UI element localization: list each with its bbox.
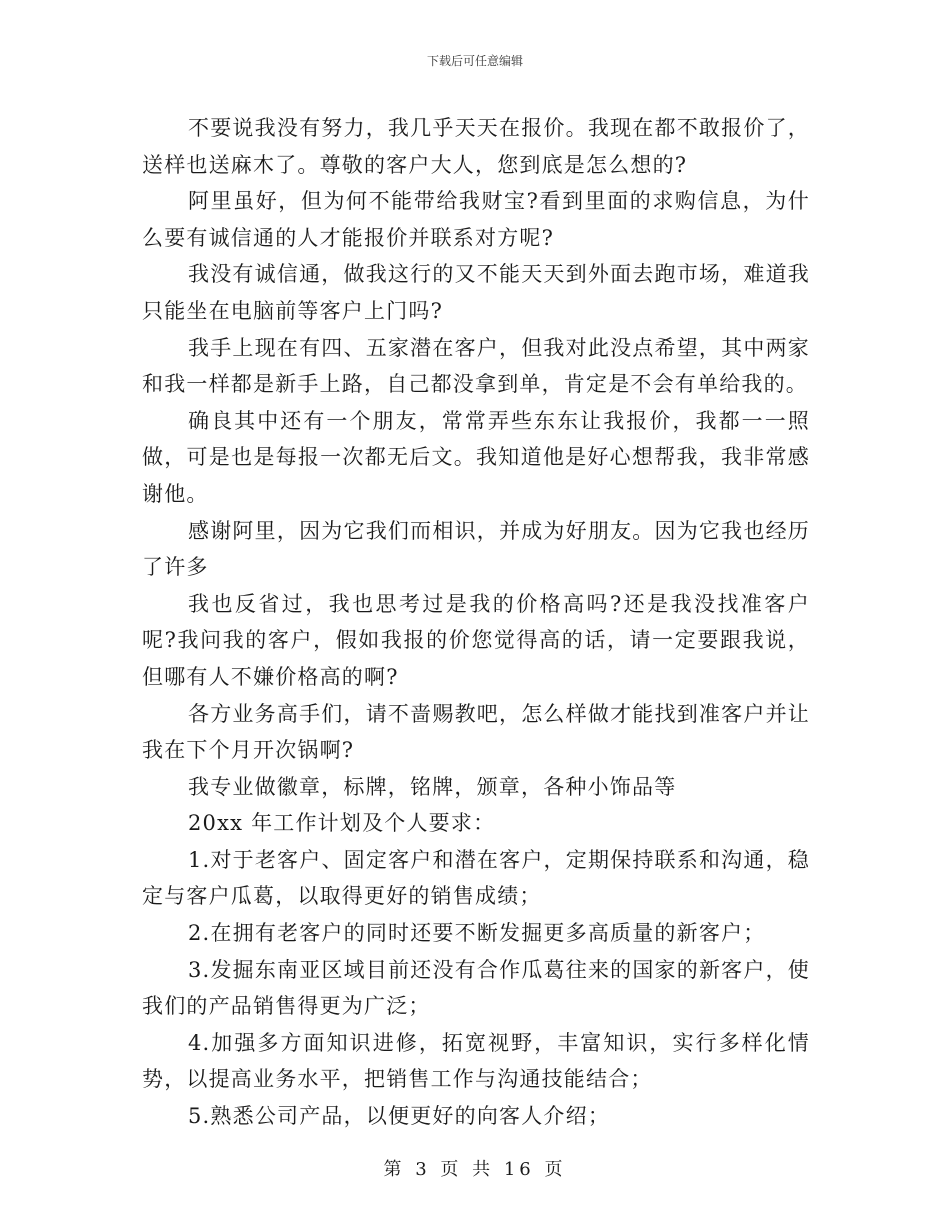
paragraph: 不要说我没有努力，我几乎天天在报价。我现在都不敢报价了，送样也送麻木了。尊敬的客户大人，您到底是怎么想的? (142, 116, 810, 177)
paragraph: 各方业务高手们，请不啬赐教吧，怎么样做才能找到准客户并让我在下个月开次锅啊? (142, 701, 810, 763)
paragraph: 我专业做徽章，标牌，铭牌，颁章，各种小饰品等 (188, 774, 677, 799)
paragraph: 我没有诚信通，做我这行的又不能天天到外面去跑市场，难道我只能坐在电脑前等客户上门吗? (142, 262, 810, 323)
list-item: 1.对于老客户、固定客户和潜在客户，定期保持联系和沟通，稳定与客户瓜葛，以取得更好的销售成绩； (142, 847, 810, 909)
paragraph: 我手上现在有四、五家潜在客户，但我对此没点希望，其中两家和我一样都是新手上路，自己都没拿到单，肯定是不会有单给我的。 (142, 335, 810, 397)
paragraph: 我也反省过，我也思考过是我的价格高吗?还是我没找准客户呢?我问我的客户，假如我报的价您觉得高的话，请一定要跟我说，但哪有人不嫌价格高的啊? (142, 591, 810, 689)
paragraph: 阿里虽好，但为何不能带给我财宝?看到里面的求购信息，为什么要有诚信通的人才能报价并联系对方呢? (142, 189, 810, 250)
list-item: 3.发掘东南亚区域目前还没有合作瓜葛往来的国家的新客户，使我们的产品销售得更为广泛； (142, 957, 810, 1019)
list-item: 2.在拥有老客户的同时还要不断发掘更多高质量的新客户； (188, 921, 766, 946)
list-item: 4.加强多方面知识进修，拓宽视野，丰富知识，实行多样化情势，以提高业务水平，把销售工作与沟通技能结合； (142, 1030, 810, 1092)
page-header: 下载后可任意编辑 (426, 54, 523, 68)
document-body (142, 110, 810, 1135)
list-item: 5.熟悉公司产品，以便更好的向客人介绍； (188, 1104, 611, 1129)
paragraph: 感谢阿里，因为它我们而相识，并成为好朋友。因为它我也经历了许多 (142, 518, 810, 580)
paragraph: 确良其中还有一个朋友，常常弄些东东让我报价，我都一一照做，可是也是每报一次都无后文。我知道他是好心想帮我，我非常感谢他。 (142, 408, 810, 506)
paragraph: 20xx 年工作计划及个人要求： (188, 811, 496, 836)
page-footer: 第 3 页 共 16 页 (383, 1159, 567, 1180)
